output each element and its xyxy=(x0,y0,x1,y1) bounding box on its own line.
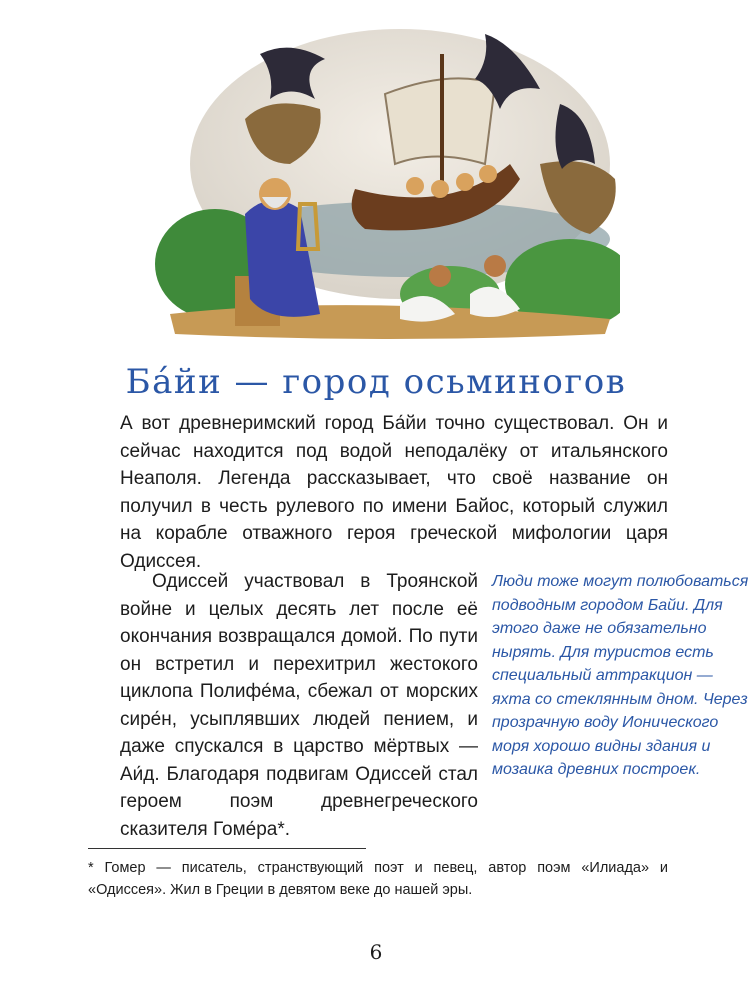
sidebar-note: Люди тоже могут полюбоваться подводным городом Байи. Для этого даже не обязательно нырять. Для туристов есть специальный аттракцион — яхта со стеклянным дном. Через прозрачную воду Ионического моря хорошо видны здания и мозаика древних построек. xyxy=(492,573,749,778)
sailor xyxy=(479,165,497,183)
sailor xyxy=(406,177,424,195)
page-number: 6 xyxy=(369,940,383,964)
footnote: * Гомер — писатель, странствующий поэт и певец, автор поэм «Илиада» и «Одиссея». Жил в Греции в девятом веке до нашей эры. xyxy=(88,860,668,898)
odyssey-illustration xyxy=(150,14,620,344)
child-head xyxy=(484,255,506,277)
paragraph-intro: А вот древнеримский город Ба́йи точно существовал. Он и сейчас находится под водой неподалёку от итальянского Неаполя. Легенда рассказывает, что своё название он получил в честь рулевого по имени Байос, который служил на корабле отважного героя греческой мифологии царя Одиссея. xyxy=(120,413,668,572)
sailor xyxy=(456,173,474,191)
footnote-divider xyxy=(88,848,366,849)
paragraph-odysseus: Одиссей участвовал в Троянской войне и целых десять лет после её окончания возвращался домой. По пути он встретил и перехитрил жестокого циклопа Полифе́ма, сбежал от морских сире́н, усыплявших людей пением, и даже спускался в царство мёртвых — Аи́д. Благодаря подвигам Одиссей стал героем поэм древнегреческого сказителя Гоме́ра*. xyxy=(120,571,478,840)
sailor xyxy=(431,180,449,198)
section-heading: Ба́йи — город осьминогов xyxy=(125,362,627,402)
child-head xyxy=(429,265,451,287)
